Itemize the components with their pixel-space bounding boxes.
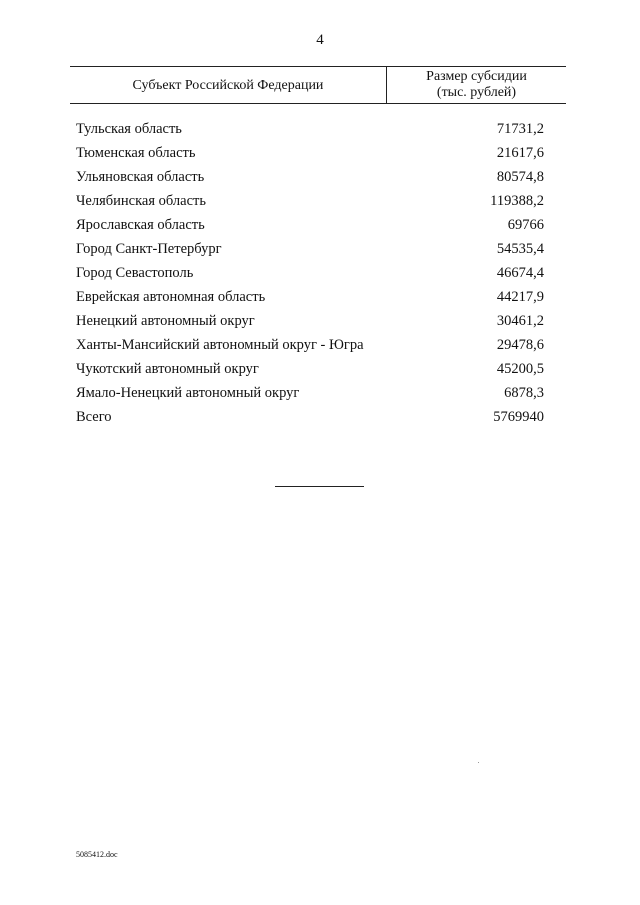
- total-value: 5769940: [493, 409, 544, 425]
- table-row: [76, 312, 566, 336]
- table-row: [76, 144, 566, 168]
- table-row: [76, 336, 566, 360]
- subsidy-value: 80574,8: [496, 169, 544, 185]
- subsidy-value: 29478,6: [496, 337, 544, 353]
- document-file-id: 5085412.doc: [76, 850, 118, 859]
- scan-speck: [478, 762, 479, 763]
- subject-column-header: Субъект Российской Федерации: [70, 67, 387, 103]
- page-number: 4: [316, 32, 324, 48]
- table-row: [76, 384, 566, 408]
- region-name: Город Санкт-Петербург: [76, 241, 222, 257]
- subsidy-value: 21617,6: [496, 145, 544, 161]
- total-label: Всего: [76, 409, 112, 425]
- region-name: Ханты-Мансийский автономный округ - Югра: [76, 337, 364, 353]
- table-header: [70, 66, 566, 104]
- end-separator-line: [275, 486, 364, 487]
- region-name: Тульская область: [76, 121, 182, 137]
- subsidy-value: 44217,9: [496, 289, 544, 305]
- region-name: Город Севастополь: [76, 265, 194, 281]
- subsidy-value: 46674,4: [496, 265, 544, 281]
- region-name: Ненецкий автономный округ: [76, 313, 255, 329]
- subsidy-value: 30461,2: [496, 313, 544, 329]
- table-row: [76, 168, 566, 192]
- amount-column-header: [387, 67, 566, 103]
- region-name: Тюменская область: [76, 145, 196, 161]
- table-row-total: [76, 408, 566, 432]
- table-row: [76, 288, 566, 312]
- amount-header-line1: Размер субсидии: [426, 69, 527, 84]
- amount-header-line2: (тыс. рублей): [436, 85, 517, 100]
- region-name: Ярославская область: [76, 217, 205, 233]
- region-name: Чукотский автономный округ: [76, 361, 259, 377]
- subsidy-value: 69766: [507, 217, 544, 233]
- subsidy-value: 45200,5: [496, 361, 544, 377]
- subsidy-value: 6878,3: [504, 385, 544, 401]
- subsidy-value: 54535,4: [496, 241, 544, 257]
- table-row: [76, 192, 566, 216]
- subsidy-value: 71731,2: [496, 121, 544, 137]
- table-row: [76, 216, 566, 240]
- table-body: [76, 120, 566, 432]
- region-name: Челябинская область: [76, 193, 206, 209]
- region-name: Еврейская автономная область: [76, 289, 266, 305]
- region-name: Ямало-Ненецкий автономный округ: [76, 385, 300, 401]
- region-name: Ульяновская область: [76, 169, 205, 185]
- table-row: [76, 240, 566, 264]
- table-row: [76, 264, 566, 288]
- table-row: [76, 360, 566, 384]
- table-row: [76, 120, 566, 144]
- subsidy-value: 119388,2: [490, 193, 544, 209]
